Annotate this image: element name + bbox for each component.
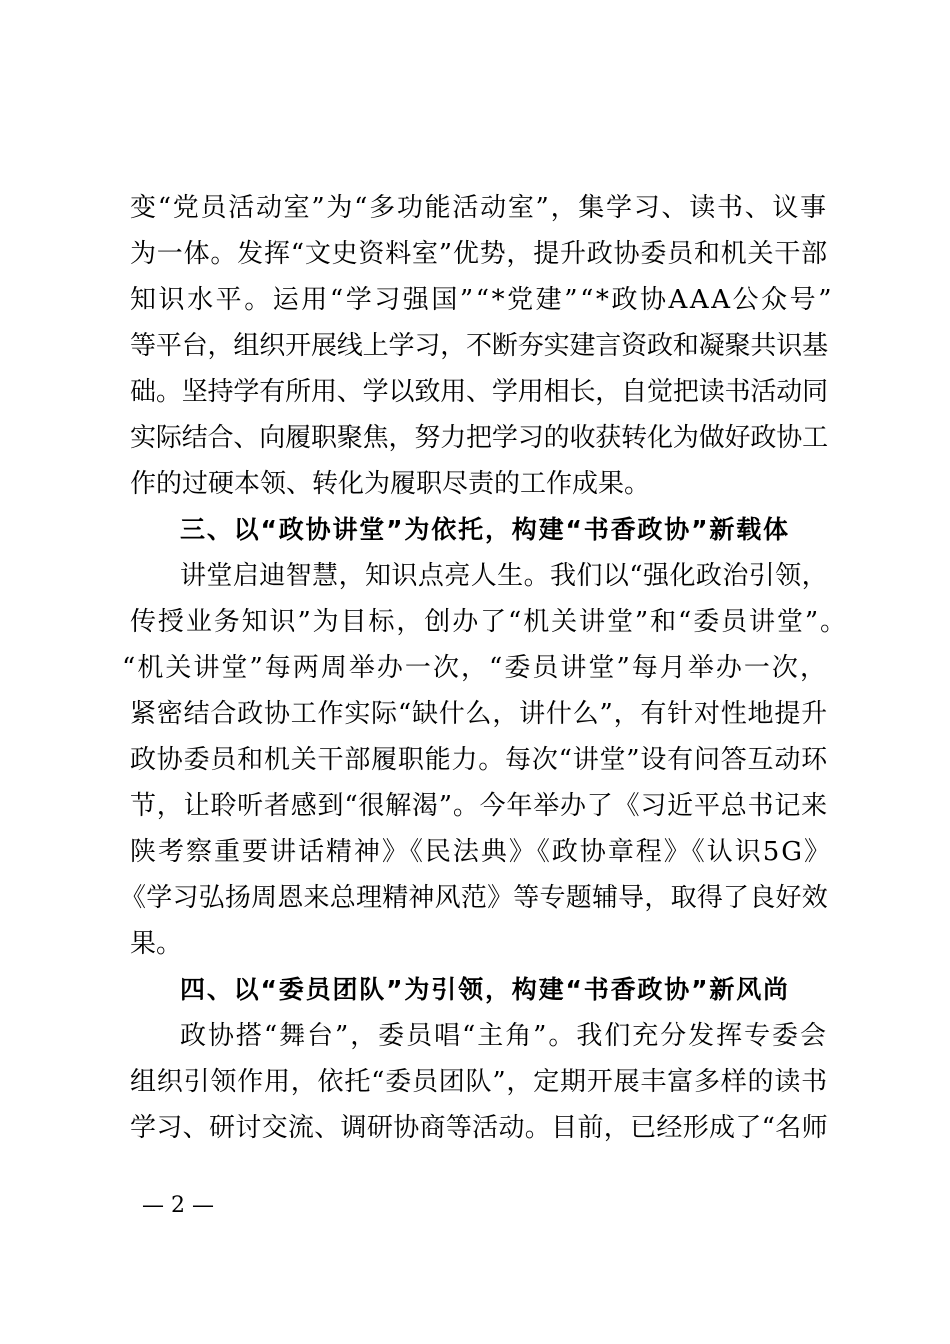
- paragraph-line: [0, 1011, 950, 1061]
- paragraph-line: [0, 183, 950, 233]
- paragraph-line: [0, 919, 950, 969]
- section-4-heading: 四、以“委员团队”为引领，构建“书香政协”新风尚: [180, 975, 790, 1004]
- paragraph-line: [0, 551, 950, 601]
- text-line: 等平台，组织开展线上学习，不断夯实建言资政和凝聚共识基: [130, 331, 828, 361]
- paragraph-line: [0, 643, 950, 693]
- text-line: 变“党员活动室”为“多功能活动室”，集学习、读书、议事: [130, 193, 828, 223]
- paragraph-line: [0, 459, 950, 509]
- text-line: 政协委员和机关干部履职能力。每次“讲堂”设有问答互动环: [130, 745, 828, 775]
- paragraph-line: [0, 367, 950, 417]
- paragraph-line: [0, 1057, 950, 1107]
- paragraph-line: [0, 827, 950, 877]
- text-line: 础。坚持学有所用、学以致用、学用相长，自觉把读书活动同: [130, 377, 828, 407]
- text-line: 作的过硬本领、转化为履职尽责的工作成果。: [130, 469, 651, 499]
- text-line: 陕考察重要讲话精神》《民法典》《政协章程》《认识5G》: [130, 837, 833, 867]
- paragraph-line: [0, 597, 950, 647]
- text-line: 《学习弘扬周恩来总理精神风范》等专题辅导，取得了良好效: [120, 883, 828, 913]
- text-line: 组织引领作用，依托“委员团队”，定期开展丰富多样的读书: [130, 1067, 828, 1097]
- section-3-heading: 三、以“政协讲堂”为依托，构建“书香政协”新载体: [180, 515, 790, 544]
- section-heading: [0, 965, 950, 1015]
- text-line: 知识水平。运用“学习强国”“*党建”“*政协AAA公众号”: [130, 285, 835, 315]
- paragraph-line: [0, 321, 950, 371]
- text-line: 紧密结合政协工作实际“缺什么，讲什么”，有针对性地提升: [130, 699, 828, 729]
- paragraph-line: [0, 229, 950, 279]
- text-line: 政协搭“舞台”，委员唱“主角”。我们充分发挥专委会: [180, 1021, 828, 1051]
- paragraph-line: [0, 689, 950, 739]
- text-line: 学习、研讨交流、调研协商等活动。目前，已经形成了“名师: [130, 1113, 828, 1143]
- text-line: 传授业务知识”为目标，创办了“机关讲堂”和“委员讲堂”。: [130, 607, 848, 637]
- text-line: 为一体。发挥“文史资料室”优势，提升政协委员和机关干部: [130, 239, 828, 269]
- section-heading: [0, 505, 950, 555]
- page-number: — 2 —: [142, 1193, 214, 1218]
- text-line: 讲堂启迪智慧，知识点亮人生。我们以“强化政治引领，: [180, 561, 829, 591]
- text-line: 节，让聆听者感到“很解渴”。今年举办了《习近平总书记来: [130, 791, 828, 821]
- paragraph-line: [0, 735, 950, 785]
- text-line: 实际结合、向履职聚焦，努力把学习的收获转化为做好政协工: [130, 423, 828, 453]
- paragraph-line: [0, 873, 950, 923]
- paragraph-line: [0, 1103, 950, 1153]
- paragraph-line: [0, 275, 950, 325]
- text-line: “机关讲堂”每两周举办一次，“委员讲堂”每月举办一次，: [122, 653, 828, 683]
- text-line: 果。: [130, 929, 183, 959]
- paragraph-line: [0, 781, 950, 831]
- paragraph-line: [0, 413, 950, 463]
